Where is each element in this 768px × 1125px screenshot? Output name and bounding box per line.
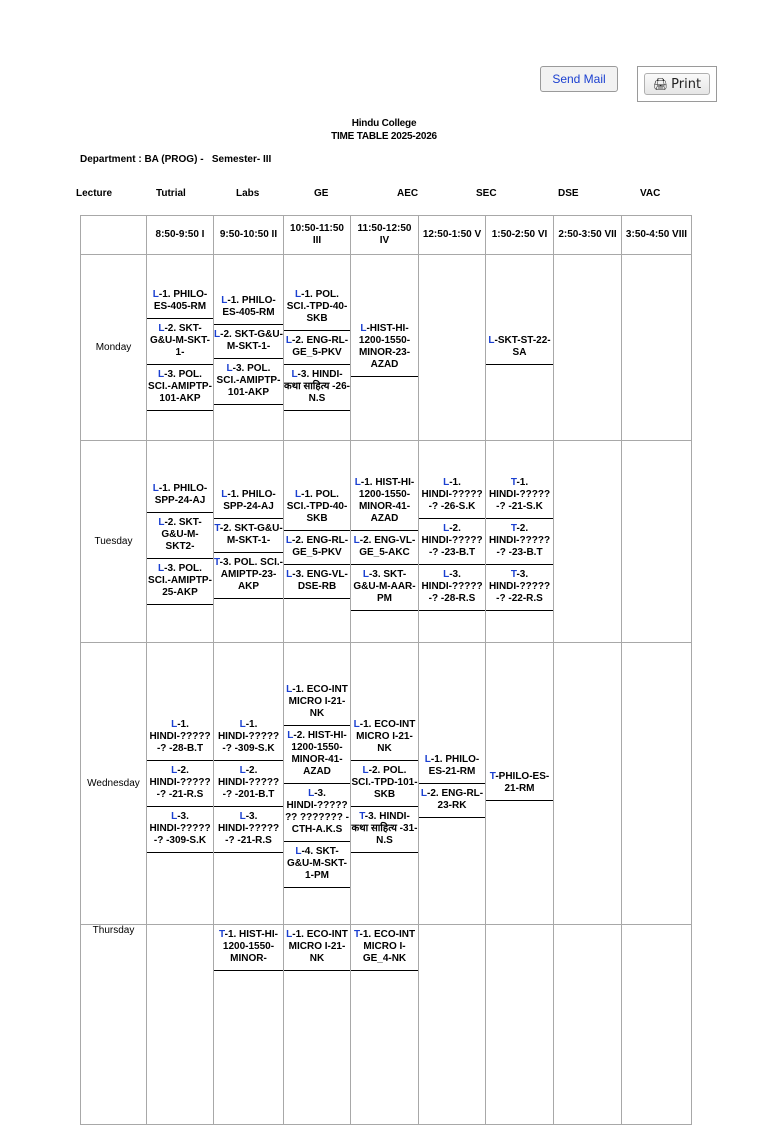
class-entry: [214, 519, 283, 553]
class-entry: [147, 479, 213, 513]
day-row: [81, 441, 692, 643]
class-entry-text: -2. HINDI-?????-? -21-R.S: [149, 764, 211, 800]
slot-cell: [554, 255, 622, 441]
class-type-marker: L: [286, 683, 293, 695]
slot-cell: [284, 441, 351, 643]
class-type-marker: L: [295, 845, 302, 857]
class-entry-text: -1. PHILO-ES-21-RM: [428, 753, 480, 777]
day-label: Wednesday: [81, 643, 147, 925]
slot-cell: [554, 925, 622, 1125]
class-entry: [147, 513, 213, 559]
slot-cell: [351, 255, 419, 441]
class-type-marker: L: [286, 568, 293, 580]
class-type-marker: L: [488, 334, 495, 346]
class-entry: [284, 726, 350, 784]
class-entry: [284, 784, 350, 842]
class-entry-text: -2. HINDI-?????-? -201-B.T: [217, 764, 280, 800]
class-entry-text: -1. HINDI-?????-? -28-B.T: [149, 718, 211, 754]
class-entry: [419, 750, 485, 784]
class-entry-text: -1. ECO-INT MICRO I-21-NK: [356, 718, 416, 754]
class-type-marker: L: [239, 764, 246, 776]
slot-cell: [622, 255, 692, 441]
category-ge: GE: [314, 188, 329, 199]
class-entry-text: -3. HINDI-?????-? -22-R.S: [488, 568, 551, 604]
slot-header: 12:50-1:50 V: [419, 216, 486, 255]
class-type-marker: L: [239, 718, 246, 730]
class-entry-text: -1. ECO-INT MICRO I-GE_4-NK: [359, 929, 416, 964]
slot-cell: [486, 643, 554, 925]
class-entry-text: -1. POL. SCI.-TPD-40-SKB: [286, 488, 348, 524]
class-type-marker: T: [510, 522, 517, 534]
class-type-marker: L: [226, 362, 233, 374]
slot-cell: [284, 925, 351, 1125]
class-entry: [147, 319, 213, 365]
class-type-marker: L: [443, 522, 450, 534]
class-entry-text: -3. ENG-VL-DSE-RB: [292, 568, 348, 592]
corner-cell: [81, 216, 147, 255]
class-entry: [284, 485, 350, 531]
class-entry-text: -2. SKT-G&U-M-SKT-1-: [220, 328, 283, 352]
class-entry-text: -3. HINDI-कथा साहित्य -26-N.S: [284, 368, 350, 404]
page-header: [0, 117, 768, 143]
class-entry: [147, 807, 213, 853]
class-entry-text: -3. POL. SCI.-AMIPTP-101-AKP: [216, 362, 281, 398]
class-type-marker: L: [286, 929, 293, 940]
class-entry-text: -1. HINDI-?????-? -26-S.K: [421, 476, 483, 512]
class-type-marker: L: [239, 810, 246, 822]
class-entry-text: -2. POL. SCI.-TPD-101-SKB: [351, 764, 418, 800]
slot-cell: [284, 643, 351, 925]
print-button-frame: [637, 66, 717, 102]
class-entry: [351, 761, 418, 807]
class-entry-text: -3. HINDI-?????-? -309-S.K: [149, 810, 211, 846]
slot-cell: [214, 925, 284, 1125]
class-entry-text: -2. HINDI-?????-? -23-B.T: [421, 522, 483, 558]
class-entry-text: -1. HIST-HI-1200-1550-MINOR-41-AZAD: [358, 476, 415, 524]
class-entry-text: -1. PHILO-SPP-24-AJ: [223, 488, 276, 512]
class-type-marker: T: [214, 556, 220, 568]
slot-cell: [622, 643, 692, 925]
slot-header: 11:50-12:50 IV: [351, 216, 419, 255]
class-entry-text: -1. ECO-INT MICRO I-21-NK: [288, 683, 348, 719]
class-type-marker: L: [152, 288, 159, 300]
class-entry-text: -1. HINDI-?????-? -309-S.K: [217, 718, 280, 754]
class-type-marker: L: [158, 562, 165, 574]
slot-cell: [214, 255, 284, 441]
class-entry-text: -1. PHILO-ES-405-RM: [222, 294, 276, 318]
class-type-marker: T: [510, 476, 517, 488]
slot-cell: [554, 643, 622, 925]
class-entry-text: -2. SKT-G&U-M-SKT-1-: [150, 322, 210, 358]
class-entry-text: -2. SKT-G&U-M-SKT-1-: [219, 522, 283, 546]
slot-cell: [554, 441, 622, 643]
class-entry-text: -3. HINDI-????? ?? ??????? -CTH-A.K.S: [285, 787, 349, 835]
class-entry-text: -PHILO-ES-21-RM: [495, 770, 550, 794]
class-entry-text: -2. ENG-VL-GE_5-AKC: [359, 534, 416, 558]
class-entry: [147, 285, 213, 319]
class-entry: [351, 565, 418, 611]
category-dse: DSE: [558, 188, 579, 199]
class-entry: [214, 715, 283, 761]
class-entry-text: -2. HINDI-?????-? -23-B.T: [488, 522, 551, 558]
day-row: [81, 925, 692, 1125]
class-type-marker: L: [354, 476, 361, 488]
class-type-marker: L: [420, 787, 427, 799]
class-type-marker: L: [287, 729, 294, 741]
class-entry: [284, 331, 350, 365]
class-type-marker: T: [214, 522, 220, 534]
slot-cell: [351, 643, 419, 925]
printer-icon: 🖨: [652, 77, 669, 91]
class-entry-text: -3. POL. SCI.-AMIPTP-101-AKP: [148, 368, 212, 404]
class-type-marker: T: [510, 568, 517, 580]
class-type-marker: L: [295, 488, 302, 500]
class-entry-text: -SKT-ST-22-SA: [494, 334, 551, 358]
class-entry: [351, 319, 418, 377]
slot-cell: [147, 441, 214, 643]
class-entry: [284, 565, 350, 599]
class-entry-text: -2. ENG-RL-23-RK: [427, 787, 484, 811]
class-entry: [419, 519, 485, 565]
class-entry: [351, 807, 418, 853]
category-legend: [0, 188, 768, 202]
class-type-marker: L: [353, 718, 360, 730]
send-mail-button[interactable]: Send Mail: [540, 66, 618, 92]
class-type-marker: L: [171, 718, 178, 730]
class-entry-text: -2. ENG-RL-GE_5-PKV: [292, 534, 349, 558]
class-entry-text: -3. POL. SCI.-AMIPTP-25-AKP: [148, 562, 212, 598]
slot-header: 2:50-3:50 VII: [554, 216, 622, 255]
class-entry: [284, 531, 350, 565]
class-entry: [214, 807, 283, 853]
class-entry-text: -2. HIST-HI-1200-1550-MINOR-41-AZAD: [291, 729, 347, 777]
slot-cell: [419, 925, 486, 1125]
class-entry-text: -1. HINDI-?????-? -21-S.K: [488, 476, 551, 512]
slot-cell: [419, 643, 486, 925]
class-entry: [486, 331, 553, 365]
class-entry-text: -1. ECO-INT MICRO I-21-NK: [288, 929, 348, 964]
slot-cell: [419, 255, 486, 441]
class-type-marker: L: [158, 368, 165, 380]
class-entry: [486, 473, 553, 519]
class-entry: [486, 519, 553, 565]
class-entry-text: -1. PHILO-ES-405-RM: [153, 288, 208, 312]
class-entry-text: -1. PHILO-SPP-24-AJ: [154, 482, 208, 506]
slot-header: 9:50-10:50 II: [214, 216, 284, 255]
class-type-marker: L: [221, 488, 228, 500]
class-entry: [147, 761, 213, 807]
slot-header: 8:50-9:50 I: [147, 216, 214, 255]
class-type-marker: L: [171, 764, 178, 776]
class-entry: [284, 365, 350, 411]
class-entry: [284, 680, 350, 726]
class-entry-text: -HIST-HI-1200-1550-MINOR-23-AZAD: [358, 322, 411, 370]
class-entry: [214, 359, 283, 405]
class-type-marker: L: [214, 328, 221, 340]
class-entry: [486, 767, 553, 801]
slot-header: 10:50-11:50 III: [284, 216, 351, 255]
class-entry: [147, 715, 213, 761]
category-aec: AEC: [397, 188, 419, 199]
class-entry-text: -1. HIST-HI-1200-1550-MINOR-: [222, 929, 278, 964]
day-label: Tuesday: [81, 441, 147, 643]
class-entry-text: -2. ENG-RL-GE_5-PKV: [292, 334, 349, 358]
class-type-marker: L: [221, 294, 228, 306]
slot-cell: [214, 441, 284, 643]
slot-cell: [351, 441, 419, 643]
class-entry: [419, 473, 485, 519]
class-entry: [214, 925, 283, 971]
class-entry: [284, 842, 350, 888]
category-labs: Labs: [236, 188, 260, 199]
class-entry: [351, 925, 418, 971]
class-entry: [214, 325, 283, 359]
slot-cell: [147, 643, 214, 925]
timetable-header-row: [81, 216, 692, 255]
class-entry: [419, 784, 485, 818]
class-type-marker: L: [285, 534, 292, 546]
class-type-marker: L: [291, 368, 298, 380]
class-type-marker: L: [285, 334, 292, 346]
class-entry-text: -3. HINDI-?????-? -28-R.S: [421, 568, 483, 604]
slot-cell: [214, 643, 284, 925]
class-type-marker: L: [353, 534, 360, 546]
timetable-title: TIME TABLE 2025-2026: [331, 131, 437, 142]
class-entry: [214, 291, 283, 325]
class-type-marker: L: [308, 787, 315, 799]
class-type-marker: T: [353, 929, 360, 940]
slot-cell: [486, 925, 554, 1125]
day-label: Thursday: [81, 925, 147, 1125]
class-entry-text: -3. HINDI-कथा साहित्य -31-N.S: [351, 810, 418, 846]
slot-cell: [486, 441, 554, 643]
class-entry: [214, 485, 283, 519]
class-entry: [284, 285, 350, 331]
class-entry-text: -4. SKT-G&U-M-SKT-1-PM: [287, 845, 347, 881]
class-entry-text: -3. HINDI-?????-? -21-R.S: [217, 810, 280, 846]
class-entry-text: -2. SKT-G&U-M-SKT2-: [161, 516, 202, 552]
slot-cell: [419, 441, 486, 643]
class-type-marker: L: [362, 568, 369, 580]
class-type-marker: T: [219, 929, 225, 940]
class-entry: [486, 565, 553, 611]
class-entry-text: -3. POL. SCI.-AMIPTP-23-AKP: [219, 556, 283, 592]
slot-cell: [486, 255, 554, 441]
slot-cell: [351, 925, 419, 1125]
category-lecture: Lecture: [76, 188, 113, 199]
day-row: [81, 643, 692, 925]
class-type-marker: L: [443, 476, 450, 488]
class-entry-text: -3. SKT-G&U-M-AAR-PM: [353, 568, 416, 604]
category-vac: VAC: [640, 188, 661, 199]
class-type-marker: L: [158, 516, 165, 528]
day-row: [81, 255, 692, 441]
class-entry-text: -1. POL. SCI.-TPD-40-SKB: [286, 288, 348, 324]
class-type-marker: L: [152, 482, 159, 494]
department-line: Department : BA (PROG) - Semester- III: [80, 154, 272, 165]
class-entry: [147, 559, 213, 605]
class-entry: [214, 761, 283, 807]
class-entry: [351, 473, 418, 531]
timetable: [80, 215, 692, 1125]
class-entry: [147, 365, 213, 411]
class-entry: [284, 925, 350, 971]
print-button-label: Print: [671, 76, 702, 92]
category-tutorial: Tutrial: [156, 188, 186, 199]
class-type-marker: L: [443, 568, 450, 580]
slot-cell: [622, 441, 692, 643]
class-type-marker: T: [359, 810, 365, 822]
category-sec: SEC: [476, 188, 497, 199]
day-label: Monday: [81, 255, 147, 441]
class-type-marker: L: [171, 810, 178, 822]
slot-cell: [147, 255, 214, 441]
slot-header: 3:50-4:50 VIII: [622, 216, 692, 255]
slot-header: 1:50-2:50 VI: [486, 216, 554, 255]
class-type-marker: L: [424, 753, 431, 765]
class-entry: [214, 553, 283, 599]
class-type-marker: L: [158, 322, 165, 334]
print-button[interactable]: [644, 73, 710, 95]
college-name: Hindu College: [351, 118, 417, 129]
slot-cell: [147, 925, 214, 1125]
class-entry: [351, 531, 418, 565]
class-type-marker: L: [362, 764, 369, 776]
class-type-marker: L: [360, 322, 367, 334]
class-entry: [419, 565, 485, 611]
class-entry: [351, 715, 418, 761]
class-type-marker: T: [489, 770, 496, 782]
class-type-marker: L: [295, 288, 302, 300]
slot-cell: [284, 255, 351, 441]
slot-cell: [622, 925, 692, 1125]
